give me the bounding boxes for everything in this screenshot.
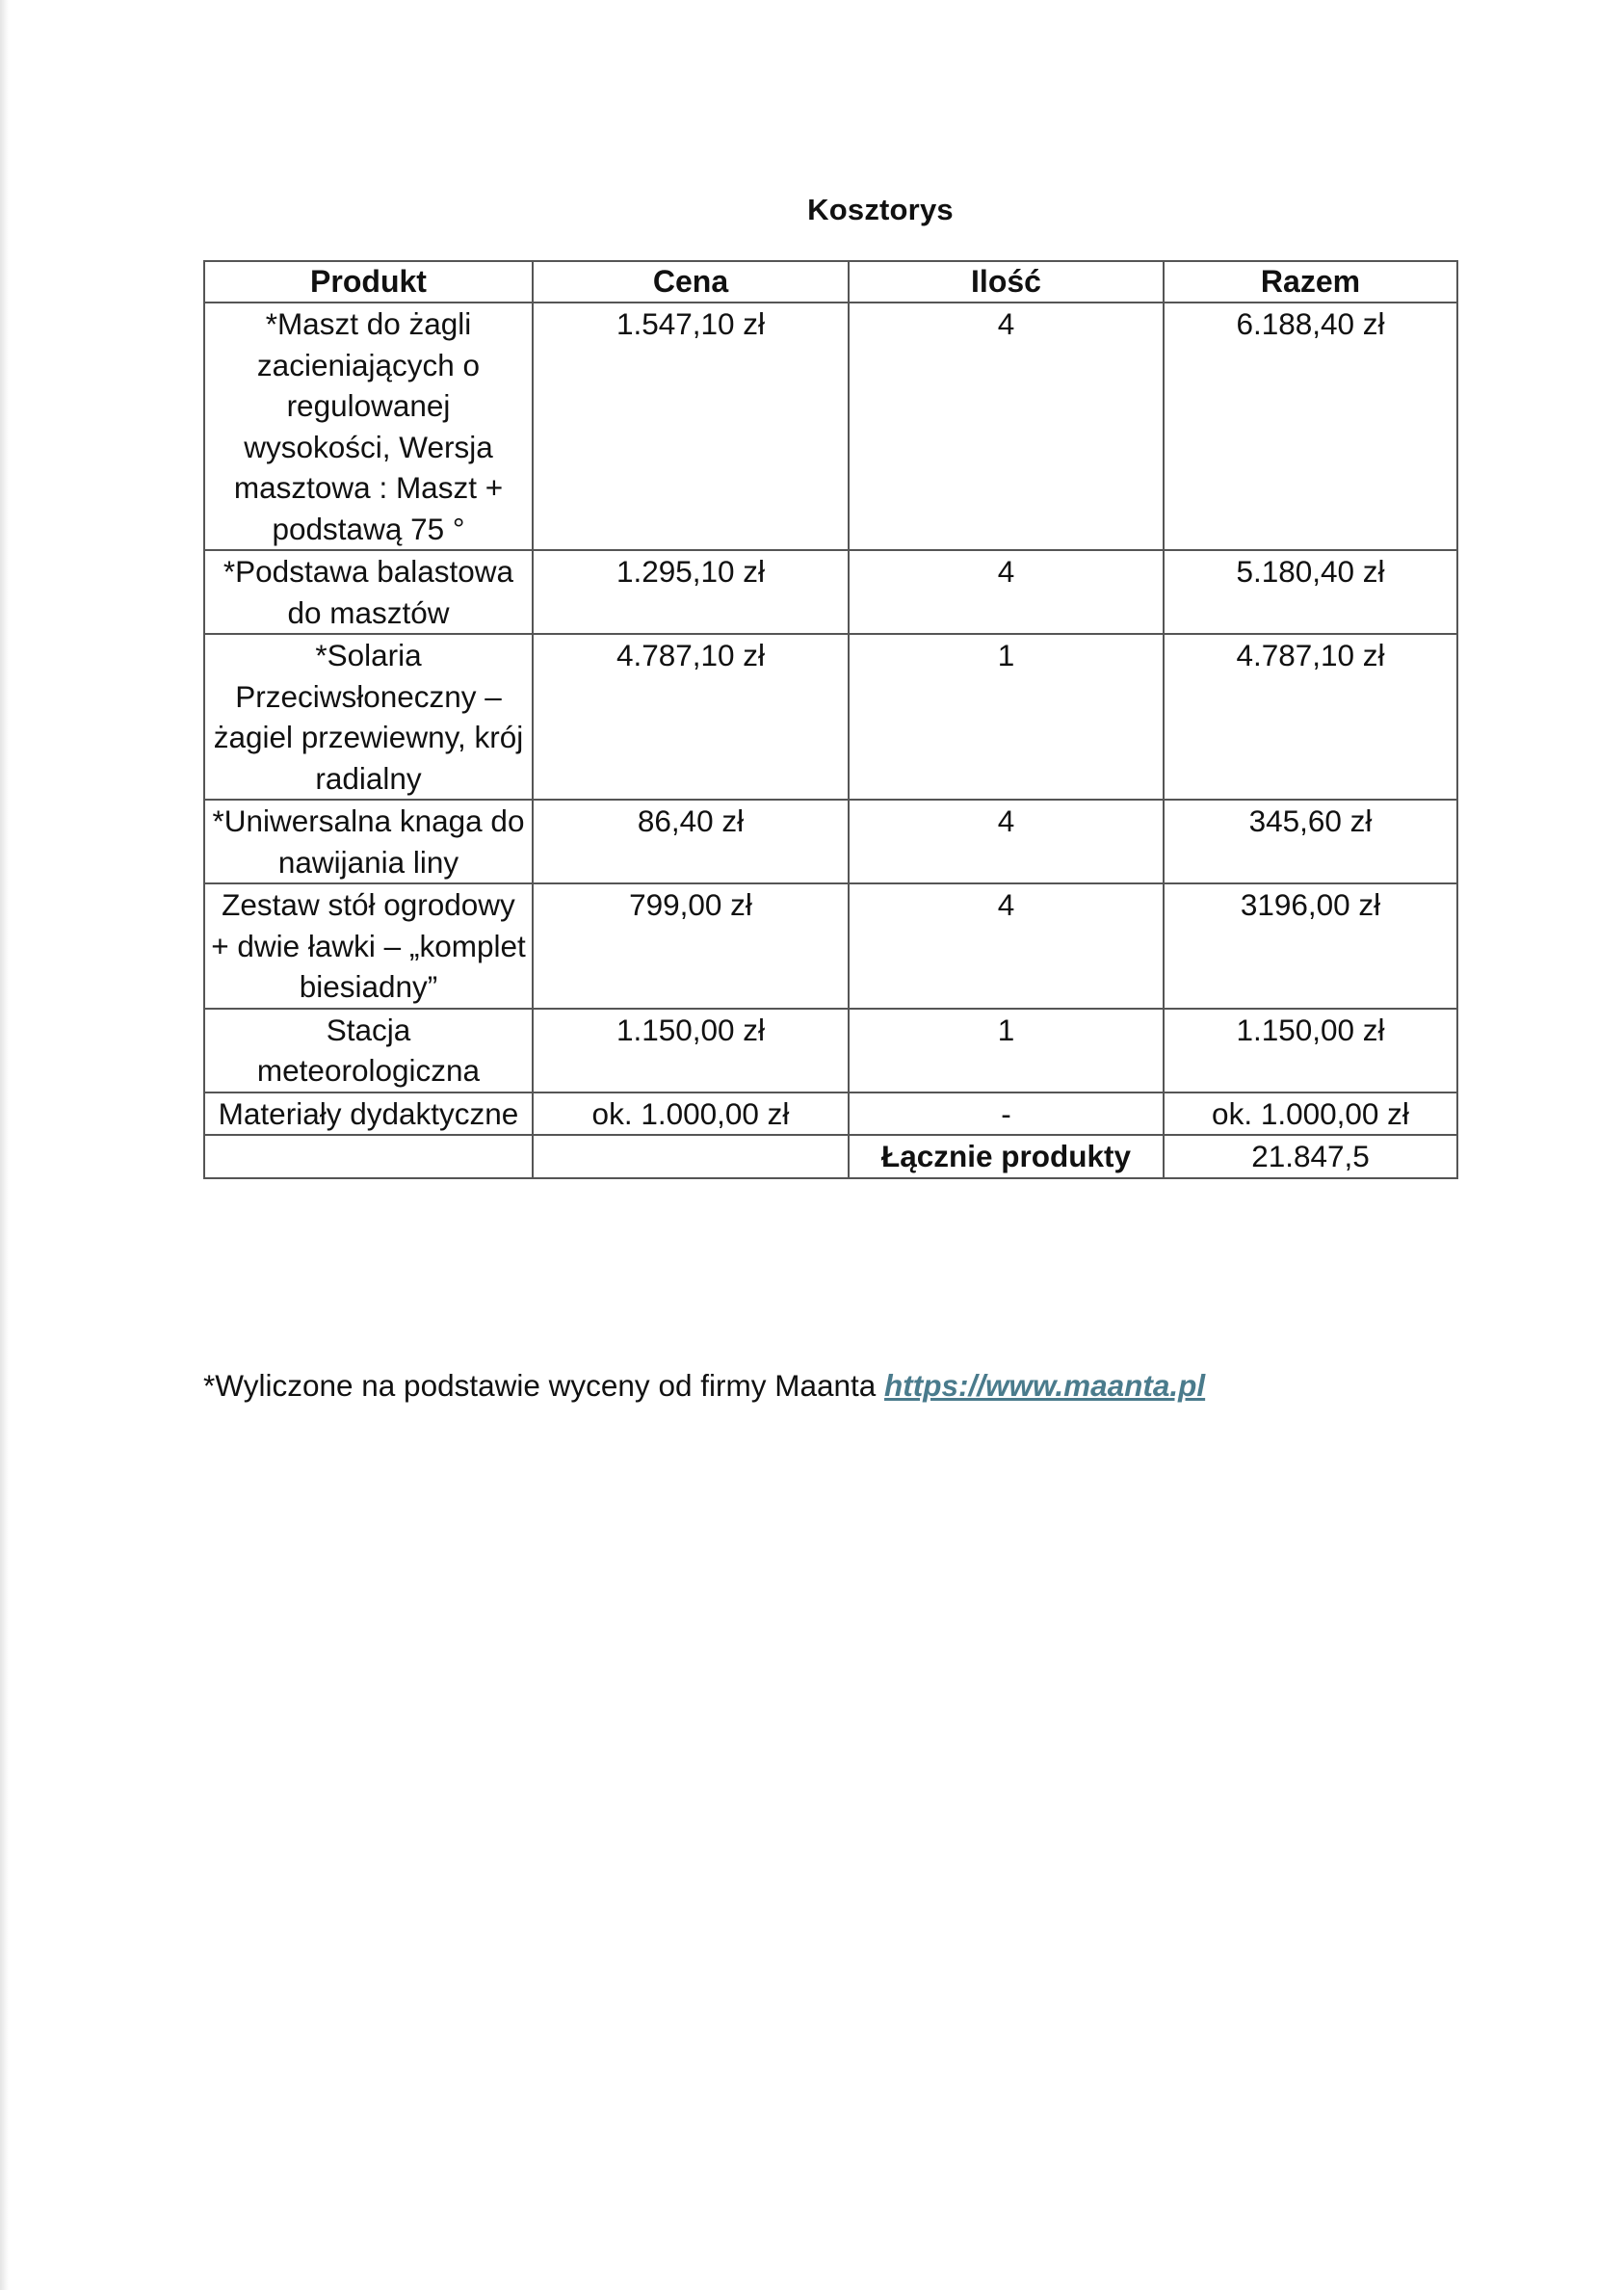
cell-price: 4.787,10 zł	[533, 634, 849, 800]
cell-quantity: 4	[849, 883, 1164, 1009]
table-row	[204, 1092, 1457, 1136]
cell-price: 1.295,10 zł	[533, 550, 849, 634]
cell-total: ok. 1.000,00 zł	[1164, 1092, 1457, 1136]
cell-product: *Podstawa balastowa do masztów	[204, 550, 533, 634]
header-product: Produkt	[204, 261, 533, 303]
header-total: Razem	[1164, 261, 1457, 303]
cost-estimate-table	[203, 260, 1458, 1179]
footnote	[203, 1368, 1205, 1404]
table-row	[204, 550, 1457, 634]
table-row	[204, 303, 1457, 550]
cell-product: Zestaw stół ogrodowy + dwie ławki – „komplet biesiadny”	[204, 883, 533, 1009]
cell-quantity: -	[849, 1092, 1164, 1136]
cell-product: *Maszt do żagli zacieniających o regulowanej wysokości, Wersja masztowa : Maszt + podstawą 75 °	[204, 303, 533, 550]
cell-total: 5.180,40 zł	[1164, 550, 1457, 634]
table-header-row	[204, 261, 1457, 303]
cell-product: *Solaria Przeciwsłoneczny – żagiel przewiewny, krój radialny	[204, 634, 533, 800]
header-price: Cena	[533, 261, 849, 303]
cell-product: *Uniwersalna knaga do nawijania liny	[204, 800, 533, 883]
cell-quantity: 1	[849, 1009, 1164, 1092]
header-quantity: Ilość	[849, 261, 1164, 303]
cell-quantity: 1	[849, 634, 1164, 800]
document-title: Kosztorys	[807, 193, 954, 226]
page-edge-shadow	[0, 0, 10, 2290]
maanta-link[interactable]: https://www.maanta.pl	[884, 1368, 1206, 1403]
summary-row	[204, 1135, 1457, 1178]
table-row	[204, 883, 1457, 1009]
cell-product: Materiały dydaktyczne	[204, 1092, 533, 1136]
cell-total: 345,60 zł	[1164, 800, 1457, 883]
table-row	[204, 1009, 1457, 1092]
cell-price: 86,40 zł	[533, 800, 849, 883]
cell-quantity: 4	[849, 550, 1164, 634]
cell-price: 1.547,10 zł	[533, 303, 849, 550]
cell-quantity: 4	[849, 800, 1164, 883]
cell-price: 1.150,00 zł	[533, 1009, 849, 1092]
cell-price: ok. 1.000,00 zł	[533, 1092, 849, 1136]
cell-total: 1.150,00 zł	[1164, 1009, 1457, 1092]
cell-total: 3196,00 zł	[1164, 883, 1457, 1009]
cell-total: 4.787,10 zł	[1164, 634, 1457, 800]
cell-total: 6.188,40 zł	[1164, 303, 1457, 550]
summary-value: 21.847,5	[1164, 1135, 1457, 1178]
table-row	[204, 634, 1457, 800]
cell-product: Stacja meteorologiczna	[204, 1009, 533, 1092]
footnote-text: *Wyliczone na podstawie wyceny od firmy Maanta	[203, 1368, 885, 1403]
summary-label: Łącznie produkty	[849, 1135, 1164, 1178]
empty-cell	[533, 1135, 849, 1178]
cell-quantity: 4	[849, 303, 1164, 550]
table-row	[204, 800, 1457, 883]
cell-price: 799,00 zł	[533, 883, 849, 1009]
empty-cell	[204, 1135, 533, 1178]
